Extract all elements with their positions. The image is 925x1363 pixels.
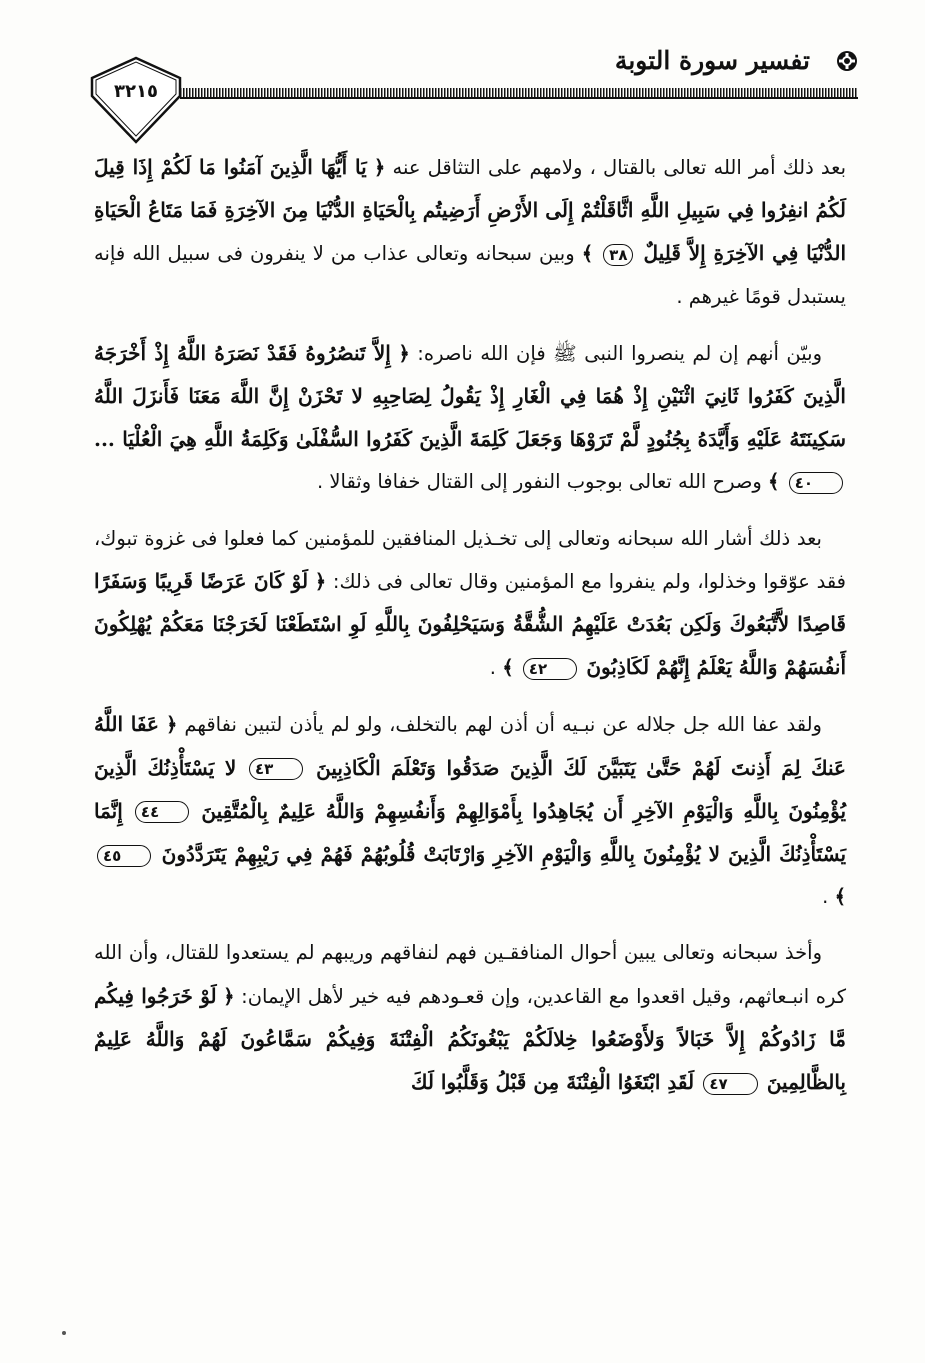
quran-verse: لَقَدِ ابْتَغَوُا الْفِتْنَةَ مِن قَبْلُ وَقَلَّبُوا لَكَ [410, 1070, 695, 1095]
ayah-number: ٤٤ [135, 801, 189, 823]
quran-close-bracket: ﴾ [834, 885, 846, 909]
header-rule [180, 88, 858, 97]
prose-text: ولقد عفا الله جل جلاله عن نبـيه أن أذن لهم بالتخلف، ولو لم يأذن لتبين نفاقهم [184, 713, 822, 737]
prose-text: بعد ذلك أمر الله تعالى بالقتال ، ولامهم على التثاقل عنه [392, 156, 847, 179]
quran-verse: لَوْ خَرَجُوا فِيكُم مَّا زَادُوكُمْ إِلاَّ خَبَالاً وَلأَوْضَعُوا خِلالَكُمْ يَبْغُونَكُمُ الْفِتْنَةَ وَفِيكُمْ سَمَّاعُونَ لَهُمْ وَاللَّهُ عَلِيمٌ بِالظَّالِمِينَ [94, 983, 846, 1095]
quran-open-bracket: ﴿ [373, 156, 386, 179]
page-header [88, 40, 858, 140]
quran-open-bracket: ﴿ [223, 984, 235, 1008]
prose-text: بعد ذلك أشار الله سبحانه وتعالى إلى تخـذيل المنافقين للمؤمنين كما فعلوا فى غزوة تبوك، فقد عوّقوا وخذلوا، ولم ينفروا مع المؤمنين وقال تعالى فى ذلك: [94, 526, 847, 593]
header-rule-base [180, 97, 858, 99]
quran-close-bracket: ﴾ [502, 656, 514, 680]
ayah-number: ٤٠ [789, 472, 843, 494]
ayah-number: ٤٧ [703, 1073, 757, 1095]
ayah-number: ٣٨ [603, 244, 633, 266]
ayah-number: ٤٣ [249, 758, 303, 780]
quran-open-bracket: ﴿ [165, 713, 178, 737]
prose-text: . [822, 885, 829, 909]
quran-verse: يَا أَيُّهَا الَّذِينَ آمَنُوا مَا لَكُمْ إِذَا قِيلَ لَكُمُ انفِرُوا فِي سَبِيلِ اللَّهِ اثَّاقَلْتُمْ إِلَى الأَرْضِ أَرَضِيتُم بِالْحَيَاةِ الدُّنْيَا مِنَ الآخِرَةِ فَمَا مَتَاعُ الْحَيَاةِ الدُّنْيَا فِي الآخِرَةِ إِلاَّ قَلِيلٌ [94, 155, 847, 266]
quran-verse: عَفَا اللَّهُ عَنكَ لِمَ أَذِنتَ لَهُمْ حَتَّىٰ يَتَبَيَّنَ لَكَ الَّذِينَ صَدَقُوا وَتَعْلَمَ الْكَاذِبِينَ [94, 712, 846, 780]
quran-close-bracket: ﴾ [768, 470, 780, 494]
paragraph-5 [94, 932, 846, 1104]
paragraph-4 [94, 703, 846, 918]
ayah-number: ٤٢ [523, 658, 577, 680]
page-number-badge [88, 56, 184, 144]
flower-ornament-icon [836, 50, 858, 72]
paragraph-3 [94, 518, 846, 690]
prose-text: وبيّن أنهم إن لم ينصروا النبى ﷺ فإن الله ناصره: [417, 341, 822, 365]
prose-text: وأخذ سبحانه وتعالى يبين أحوال المنافقـين فهم لنفاقهم وريبهم لم يستعدوا للقتال، وأن الله كره انبـعاثهم، وقيل اقعدوا مع القاعدين، وإن قعـودهم فيه خير لأهل الإيمان: [94, 941, 847, 1008]
prose-text: وصرح الله تعالى بوجوب النفور إلى القتال خفافا وثقالا . [316, 470, 762, 494]
ayah-number: ٤٥ [97, 845, 151, 867]
running-title: تفسير سورة التوبة [614, 46, 810, 75]
prose-text: وبين سبحانه وتعالى عذاب من لا ينفرون فى سبيل الله فإنه يستبدل قومًا غيرهم . [94, 242, 846, 308]
quran-verse: لَوْ كَانَ عَرَضًا قَرِيبًا وَسَفَرًا قَاصِدًا لاَّتَّبَعُوكَ وَلَكِن بَعُدَتْ عَلَيْهِمُ الشُّقَّةُ وَسَيَحْلِفُونَ بِاللَّهِ لَوِ اسْتَطَعْنَا لَخَرَجْنَا مَعَكُمْ يُهْلِكُونَ أَنفُسَهُمْ وَاللَّهُ يَعْلَمُ إِنَّهُمْ لَكَاذِبُونَ [94, 568, 846, 680]
scan-speck [62, 1331, 66, 1335]
quran-verse: إِلاَّ تَنصُرُوهُ فَقَدْ نَصَرَهُ اللَّهُ إِذْ أَخْرَجَهُ الَّذِينَ كَفَرُوا ثَانِيَ اثْنَيْنِ إِذْ هُمَا فِي الْغَارِ إِذْ يَقُولُ لِصَاحِبِهِ لا تَحْزَنْ إِنَّ اللَّهَ مَعَنَا فَأَنزَلَ اللَّهُ سَكِينَتَهُ عَلَيْهِ وَأَيَّدَهُ بِجُنُودٍ لَّمْ تَرَوْهَا وَجَعَلَ كَلِمَةَ الَّذِينَ كَفَرُوا السُّفْلَىٰ وَكَلِمَةُ اللَّهِ هِيَ الْعُلْيَا ... [94, 340, 847, 452]
paragraph-1 [94, 146, 846, 318]
quran-close-bracket: ﴾ [581, 242, 594, 266]
paragraph-2 [94, 332, 846, 504]
quran-open-bracket: ﴿ [314, 569, 327, 593]
quran-open-bracket: ﴿ [398, 341, 410, 365]
prose-text: . [489, 656, 496, 680]
page-body [94, 146, 846, 1118]
quran-verse: لا يَسْتَأْذِنُكَ الَّذِينَ يُؤْمِنُونَ بِاللَّهِ وَالْيَوْمِ الآخِرِ أَن يُجَاهِدُوا بِأَمْوَالِهِمْ وَأَنفُسِهِمْ وَاللَّهُ عَلِيمٌ بِالْمُتَّقِينَ [94, 755, 847, 823]
quran-verse: إِنَّمَا يَسْتَأْذِنُكَ الَّذِينَ لا يُؤْمِنُونَ بِاللَّهِ وَالْيَوْمِ الآخِرِ وَارْتَابَتْ قُلُوبُهُمْ فَهُمْ فِي رَيْبِهِمْ يَتَرَدَّدُونَ [94, 798, 847, 867]
page-number: ٣٢١٥ [114, 81, 158, 102]
